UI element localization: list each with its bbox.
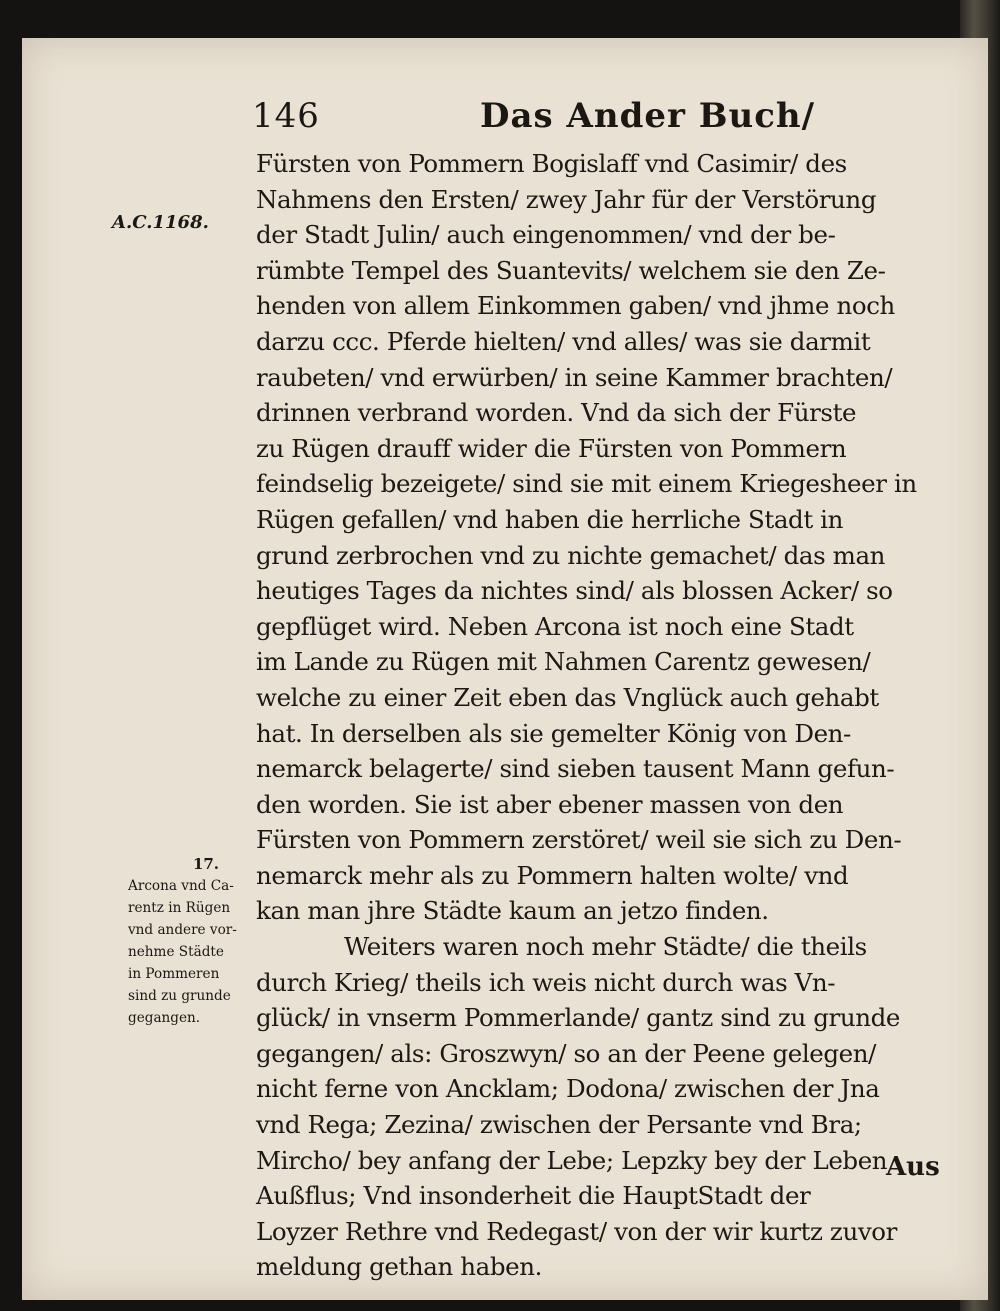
text-line: Nahmens den Ersten/ zwey Jahr für der Verstörung bbox=[256, 184, 877, 214]
text-line: drinnen verbrand worden. Vnd da sich der Fürste bbox=[256, 398, 857, 428]
text-line: Außflus; Vnd insonderheit die HauptStadt der bbox=[256, 1181, 811, 1211]
margin-note-number: 17. bbox=[192, 855, 220, 873]
text-line: Loyzer Rethre vnd Redegast/ von der wir kurtz zuvor bbox=[256, 1216, 897, 1246]
page-number: 146 bbox=[252, 96, 320, 136]
margin-note-line: sind zu grunde bbox=[128, 988, 231, 1004]
body-text bbox=[256, 146, 946, 1285]
text-line: gepflüget wird. Neben Arcona ist noch eine Stadt bbox=[256, 611, 854, 641]
text-line: der Stadt Julin/ auch eingenommen/ vnd der be- bbox=[256, 220, 836, 250]
text-line: Fürsten von Pommern zerstöret/ weil sie sich zu Den- bbox=[256, 825, 902, 855]
text-line: heutiges Tages da nichtes sind/ als blossen Acker/ so bbox=[256, 576, 893, 606]
text-line: nicht ferne von Ancklam; Dodona/ zwischen der Jna bbox=[256, 1074, 880, 1104]
text-line: Fürsten von Pommern Bogislaff vnd Casimir/ des bbox=[256, 149, 847, 178]
margin-year-note: A.C.1168. bbox=[112, 212, 209, 233]
margin-note-line: rentz in Rügen bbox=[128, 900, 231, 916]
margin-note-line: gegangen. bbox=[128, 1010, 201, 1026]
text-line: vnd Rega; Zezina/ zwischen der Persante vnd Bra; bbox=[256, 1110, 862, 1140]
text-line: nemarck mehr als zu Pommern halten wolte/ vnd bbox=[256, 860, 849, 890]
text-line: meldung gethan haben. bbox=[256, 1252, 542, 1282]
text-line: zu Rügen drauff wider die Fürsten von Pommern bbox=[256, 433, 847, 463]
text-line: im Lande zu Rügen mit Nahmen Carentz gewesen/ bbox=[256, 647, 871, 677]
page-header bbox=[252, 96, 952, 146]
text-line: hat. In derselben als sie gemelter König von Den- bbox=[256, 718, 851, 748]
margin-note bbox=[128, 855, 270, 1029]
text-line: durch Krieg/ theils ich weis nicht durch was Vn- bbox=[256, 967, 836, 997]
text-line: Rügen gefallen/ vnd haben die herrliche Stadt in bbox=[256, 504, 843, 534]
text-line: darzu ccc. Pferde hielten/ vnd alles/ was sie darmit bbox=[256, 326, 871, 356]
margin-note-line: in Pommeren bbox=[128, 966, 220, 982]
text-line: Mircho/ bey anfang der Lebe; Lepzky bey der Leben bbox=[256, 1145, 888, 1175]
text-line: henden von allem Einkommen gaben/ vnd jhme noch bbox=[256, 291, 895, 321]
margin-note-line: vnd andere vor- bbox=[128, 922, 237, 938]
text-line: glück/ in vnserm Pommerlande/ gantz sind zu grunde bbox=[256, 1003, 900, 1033]
catchword: Aus bbox=[886, 1152, 940, 1182]
text-line: den worden. Sie ist aber ebener massen von den bbox=[256, 789, 844, 819]
margin-note-line: Arcona vnd Ca- bbox=[128, 878, 234, 894]
text-line: feindselig bezeigete/ sind sie mit einem Kriegesheer in bbox=[256, 469, 917, 499]
text-line: Weiters waren noch mehr Städte/ die theils bbox=[344, 932, 867, 962]
text-line: rümbte Tempel des Suantevits/ welchem sie den Ze- bbox=[256, 255, 886, 285]
text-line: raubeten/ vnd erwürben/ in seine Kammer brachten/ bbox=[256, 362, 893, 392]
text-line: gegangen/ als: Groszwyn/ so an der Peene gelegen/ bbox=[256, 1038, 877, 1068]
margin-note-line: nehme Städte bbox=[128, 944, 224, 960]
text-line: kan man jhre Städte kaum an jetzo finden. bbox=[256, 896, 769, 926]
text-line: welche zu einer Zeit eben das Vnglück auch gehabt bbox=[256, 682, 879, 712]
running-head: Das Ander Buch/ bbox=[480, 96, 816, 136]
text-line: grund zerbrochen vnd zu nichte gemachet/ das man bbox=[256, 540, 886, 570]
text-line: nemarck belagerte/ sind sieben tausent Mann gefun- bbox=[256, 754, 895, 784]
